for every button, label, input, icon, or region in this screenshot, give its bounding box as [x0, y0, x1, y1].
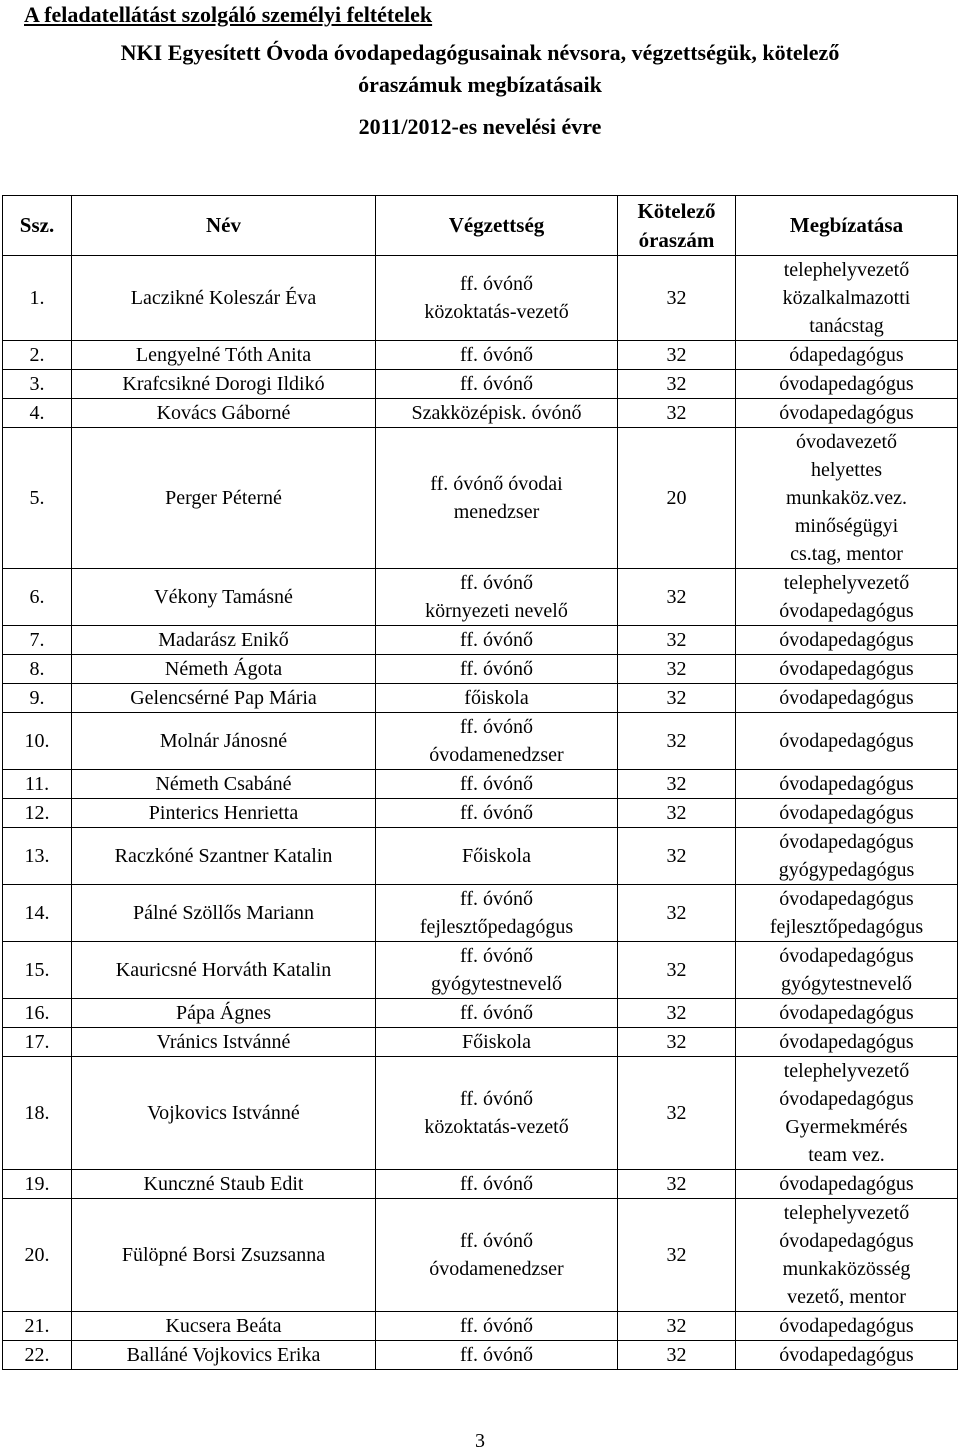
- required-hours-cell: 32: [618, 655, 736, 684]
- column-header-assignment: Megbízatása: [736, 196, 958, 256]
- row-number-cell: 11.: [3, 770, 72, 799]
- required-hours-cell: 32: [618, 1057, 736, 1170]
- assignment-cell: óvodapedagógus: [736, 799, 958, 828]
- staff-name-cell: Raczkóné Szantner Katalin: [72, 828, 376, 885]
- row-number-cell: 5.: [3, 428, 72, 569]
- row-number-cell: 1.: [3, 256, 72, 341]
- row-number-cell: 14.: [3, 885, 72, 942]
- qualification-cell: ff. óvónő óvodamenedzser: [376, 713, 618, 770]
- table-row: [3, 770, 958, 799]
- assignment-cell: telephelyvezető közalkalmazotti tanácstag: [736, 256, 958, 341]
- table-row: [3, 1312, 958, 1341]
- row-number-cell: 2.: [3, 341, 72, 370]
- staff-name-cell: Lengyelné Tóth Anita: [72, 341, 376, 370]
- table-row: [3, 428, 958, 569]
- required-hours-cell: 32: [618, 799, 736, 828]
- required-hours-cell: 32: [618, 828, 736, 885]
- row-number-cell: 10.: [3, 713, 72, 770]
- table-row: [3, 655, 958, 684]
- column-header-number: Ssz.: [3, 196, 72, 256]
- staff-name-cell: Madarász Enikő: [72, 626, 376, 655]
- school-year-title: 2011/2012-es nevelési évre: [358, 114, 602, 139]
- row-number-cell: 18.: [3, 1057, 72, 1170]
- row-number-cell: 17.: [3, 1028, 72, 1057]
- required-hours-cell: 32: [618, 1199, 736, 1312]
- assignment-cell: óvodapedagógus: [736, 770, 958, 799]
- assignment-cell: óvodapedagógus gyógypedagógus: [736, 828, 958, 885]
- table-row: [3, 885, 958, 942]
- row-number-cell: 15.: [3, 942, 72, 999]
- table-row: [3, 569, 958, 626]
- table-row: [3, 256, 958, 341]
- assignment-cell: ódapedagógus: [736, 341, 958, 370]
- required-hours-cell: 32: [618, 770, 736, 799]
- row-number-cell: 9.: [3, 684, 72, 713]
- table-row: [3, 828, 958, 885]
- required-hours-cell: 32: [618, 1341, 736, 1370]
- assignment-cell: óvodapedagógus: [736, 655, 958, 684]
- qualification-cell: ff. óvónő: [376, 1170, 618, 1199]
- required-hours-cell: 32: [618, 885, 736, 942]
- table-row: [3, 713, 958, 770]
- assignment-cell: óvodapedagógus: [736, 399, 958, 428]
- required-hours-cell: 20: [618, 428, 736, 569]
- qualification-cell: ff. óvónő: [376, 626, 618, 655]
- required-hours-cell: 32: [618, 256, 736, 341]
- column-header-name: Név: [72, 196, 376, 256]
- qualification-cell: főiskola: [376, 684, 618, 713]
- staff-name-cell: Pápa Ágnes: [72, 999, 376, 1028]
- required-hours-cell: 32: [618, 713, 736, 770]
- row-number-cell: 8.: [3, 655, 72, 684]
- assignment-cell: óvodapedagógus: [736, 684, 958, 713]
- staff-name-cell: Perger Péterné: [72, 428, 376, 569]
- qualification-cell: Főiskola: [376, 828, 618, 885]
- required-hours-cell: 32: [618, 1028, 736, 1057]
- column-header-qualification: Végzettség: [376, 196, 618, 256]
- staff-name-cell: Gelencsérné Pap Mária: [72, 684, 376, 713]
- table-header-row: [3, 196, 958, 256]
- required-hours-cell: 32: [618, 1170, 736, 1199]
- assignment-cell: óvodapedagógus: [736, 370, 958, 399]
- table-body: [3, 256, 958, 1370]
- qualification-cell: ff. óvónő: [376, 341, 618, 370]
- qualification-cell: ff. óvónő: [376, 1341, 618, 1370]
- staff-name-cell: Kucsera Beáta: [72, 1312, 376, 1341]
- qualification-cell: ff. óvónő: [376, 799, 618, 828]
- staff-name-cell: Kunczné Staub Edit: [72, 1170, 376, 1199]
- document-title-line-2: óraszámuk megbízatásaik: [358, 72, 602, 97]
- table-row: [3, 1341, 958, 1370]
- row-number-cell: 19.: [3, 1170, 72, 1199]
- table-row: [3, 942, 958, 999]
- qualification-cell: ff. óvónő: [376, 370, 618, 399]
- qualification-cell: ff. óvónő közoktatás-vezető: [376, 256, 618, 341]
- assignment-cell: óvodapedagógus fejlesztőpedagógus: [736, 885, 958, 942]
- table-row: [3, 370, 958, 399]
- row-number-cell: 13.: [3, 828, 72, 885]
- staff-name-cell: Vojkovics Istvánné: [72, 1057, 376, 1170]
- row-number-cell: 4.: [3, 399, 72, 428]
- required-hours-cell: 32: [618, 999, 736, 1028]
- staff-name-cell: Balláné Vojkovics Erika: [72, 1341, 376, 1370]
- qualification-cell: ff. óvónő környezeti nevelő: [376, 569, 618, 626]
- qualification-cell: ff. óvónő: [376, 655, 618, 684]
- assignment-cell: telephelyvezető óvodapedagógus Gyermekmérés team vez.: [736, 1057, 958, 1170]
- page-number: 3: [475, 1430, 485, 1452]
- table-row: [3, 1057, 958, 1170]
- required-hours-cell: 32: [618, 684, 736, 713]
- qualification-cell: ff. óvónő gyógytestnevelő: [376, 942, 618, 999]
- qualification-cell: Főiskola: [376, 1028, 618, 1057]
- row-number-cell: 12.: [3, 799, 72, 828]
- required-hours-cell: 32: [618, 370, 736, 399]
- table-row: [3, 799, 958, 828]
- assignment-cell: óvodapedagógus: [736, 1341, 958, 1370]
- table-row: [3, 684, 958, 713]
- staff-name-cell: Németh Ágota: [72, 655, 376, 684]
- row-number-cell: 6.: [3, 569, 72, 626]
- qualification-cell: Szakközépisk. óvónő: [376, 399, 618, 428]
- qualification-cell: ff. óvónő közoktatás-vezető: [376, 1057, 618, 1170]
- assignment-cell: óvodapedagógus: [736, 713, 958, 770]
- staff-name-cell: Krafcsikné Dorogi Ildikó: [72, 370, 376, 399]
- assignment-cell: óvodapedagógus: [736, 626, 958, 655]
- table-row: [3, 1170, 958, 1199]
- row-number-cell: 3.: [3, 370, 72, 399]
- document-title-line-1: NKI Egyesített Óvoda óvodapedagógusainak névsora, végzettségük, kötelező: [120, 40, 840, 65]
- staff-name-cell: Vránics Istvánné: [72, 1028, 376, 1057]
- assignment-cell: óvodavezető helyettes munkaköz.vez. minőségügyi cs.tag, mentor: [736, 428, 958, 569]
- assignment-cell: telephelyvezető óvodapedagógus: [736, 569, 958, 626]
- column-header-hours: Kötelező óraszám: [618, 196, 736, 256]
- required-hours-cell: 32: [618, 626, 736, 655]
- table-row: [3, 626, 958, 655]
- assignment-cell: óvodapedagógus: [736, 999, 958, 1028]
- staff-name-cell: Molnár Jánosné: [72, 713, 376, 770]
- assignment-cell: óvodapedagógus: [736, 1028, 958, 1057]
- staff-name-cell: Vékony Tamásné: [72, 569, 376, 626]
- table-row: [3, 399, 958, 428]
- qualification-cell: ff. óvónő fejlesztőpedagógus: [376, 885, 618, 942]
- staff-name-cell: Pinterics Henrietta: [72, 799, 376, 828]
- staff-name-cell: Németh Csabáné: [72, 770, 376, 799]
- row-number-cell: 16.: [3, 999, 72, 1028]
- table-row: [3, 1199, 958, 1312]
- table-row: [3, 341, 958, 370]
- qualification-cell: ff. óvónő: [376, 1312, 618, 1341]
- row-number-cell: 7.: [3, 626, 72, 655]
- table-row: [3, 999, 958, 1028]
- required-hours-cell: 32: [618, 341, 736, 370]
- staff-name-cell: Fülöpné Borsi Zsuzsanna: [72, 1199, 376, 1312]
- staff-name-cell: Kauricsné Horváth Katalin: [72, 942, 376, 999]
- assignment-cell: óvodapedagógus gyógytestnevelő: [736, 942, 958, 999]
- staff-table: [2, 195, 958, 1370]
- required-hours-cell: 32: [618, 569, 736, 626]
- assignment-cell: óvodapedagógus: [736, 1170, 958, 1199]
- required-hours-cell: 32: [618, 1312, 736, 1341]
- staff-name-cell: Laczikné Koleszár Éva: [72, 256, 376, 341]
- staff-name-cell: Pálné Szöllős Mariann: [72, 885, 376, 942]
- row-number-cell: 20.: [3, 1199, 72, 1312]
- required-hours-cell: 32: [618, 942, 736, 999]
- qualification-cell: ff. óvónő óvodai menedzser: [376, 428, 618, 569]
- qualification-cell: ff. óvónő óvodamenedzser: [376, 1199, 618, 1312]
- row-number-cell: 22.: [3, 1341, 72, 1370]
- section-heading: A feladatellátást szolgáló személyi feltételek: [24, 2, 433, 27]
- required-hours-cell: 32: [618, 399, 736, 428]
- qualification-cell: ff. óvónő: [376, 999, 618, 1028]
- staff-name-cell: Kovács Gáborné: [72, 399, 376, 428]
- table-row: [3, 1028, 958, 1057]
- assignment-cell: óvodapedagógus: [736, 1312, 958, 1341]
- assignment-cell: telephelyvezető óvodapedagógus munkaközösség vezető, mentor: [736, 1199, 958, 1312]
- row-number-cell: 21.: [3, 1312, 72, 1341]
- qualification-cell: ff. óvónő: [376, 770, 618, 799]
